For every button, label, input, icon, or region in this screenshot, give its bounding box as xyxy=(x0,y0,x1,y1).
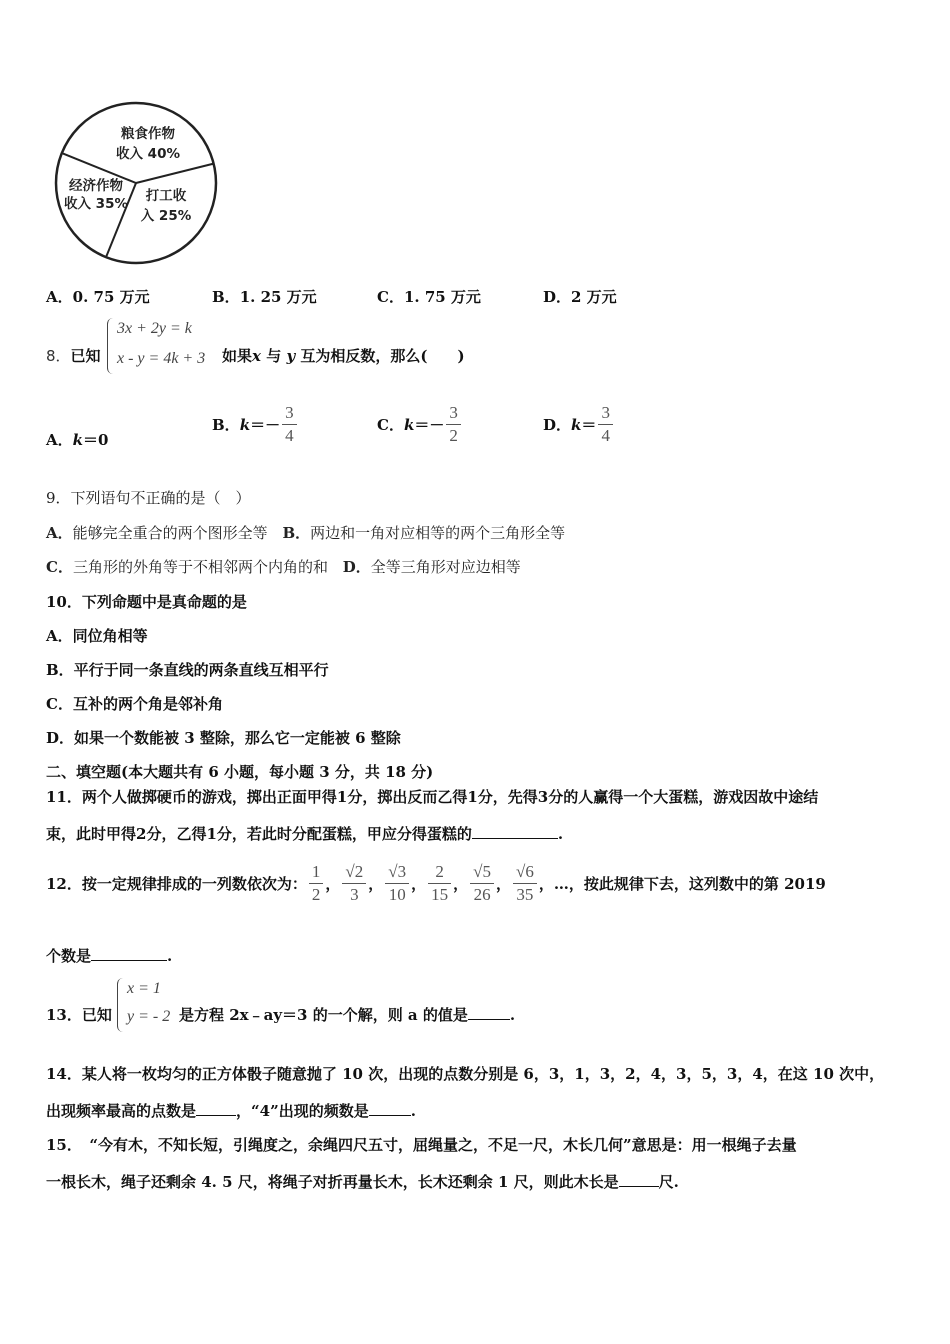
q10-option-d[interactable]: D．如果一个数能被 3 整除，那么它一定能被 6 整除 xyxy=(46,729,401,747)
q13-prefix: 13．已知 xyxy=(46,1006,112,1024)
q8-option-b-fraction: $\frac{3}{4}$ xyxy=(282,402,297,447)
q12-fraction-4: $\frac{2}{15}$ xyxy=(428,861,451,906)
q8-option-d[interactable]: D．k＝ $\frac{3}{4}$ xyxy=(543,402,615,447)
q8-equation-system: 3x + 2y = k x - y = 4k + 3 xyxy=(107,318,227,374)
q10-stem: 10．下列命题中是真命题的是 xyxy=(46,593,247,611)
q14-line2: 出现频率最高的点数是 ，“4”出现的频数是 . xyxy=(46,1102,416,1120)
q9-option-a[interactable]: A．能够完全重合的两个图形全等 xyxy=(46,524,268,542)
q9-options-row1 xyxy=(46,522,565,543)
q8-option-a[interactable]: A．k＝0 xyxy=(46,431,109,449)
q7-option-c[interactable]: C．1. 75 万元 xyxy=(377,288,481,306)
q11-answer-blank[interactable] xyxy=(472,825,558,839)
q15-line2: 一根长木，绳子还剩余 4. 5 尺，将绳子对折再量长木，长木还剩余 1 尺，则此木长是 尺. xyxy=(46,1173,679,1191)
q8-option-d-fraction: $\frac{3}{4}$ xyxy=(598,402,613,447)
q8-condition: 如果x 与 y 互为相反数，那么( ) xyxy=(222,347,465,365)
q11-line2: 束，此时甲得2分，乙得1分，若此时分配蛋糕，甲应分得蛋糕的 . xyxy=(46,825,564,843)
q12-fraction-3: $\frac{√3}{10}$ xyxy=(385,861,409,906)
q9-option-b[interactable]: B．两边和一角对应相等的两个三角形全等 xyxy=(282,524,566,542)
q9-stem: 9．下列语句不正确的是（ ） xyxy=(46,489,251,507)
q7-option-b[interactable]: B．1. 25 万元 xyxy=(212,288,317,306)
pie-slice-label-3-line1: 打工收 xyxy=(145,188,187,204)
section-heading: 二、填空题(本大题共有 6 小题，每小题 3 分，共 18 分) xyxy=(46,763,434,781)
q8-option-c[interactable]: C．k＝－ $\frac{3}{2}$ xyxy=(377,402,463,447)
pie-chart xyxy=(50,100,224,266)
q13-answer-blank[interactable] xyxy=(468,1006,510,1020)
q12-fraction-1: $\frac{1}{2}$ xyxy=(309,861,324,906)
q12-fraction-6: $\frac{√6}{35}$ xyxy=(513,861,537,906)
q7-option-d[interactable]: D．2 万元 xyxy=(543,288,617,306)
q8-stem: 8．已知 xyxy=(46,347,101,365)
q14-answer-blank-1[interactable] xyxy=(196,1102,236,1116)
q12-answer-blank[interactable] xyxy=(91,947,167,961)
q8-option-c-fraction: $\frac{3}{2}$ xyxy=(446,402,461,447)
q12-line1: 12．按一定规律排成的一列数依次为： $\frac{1}{2}$ ， $\frac{√2}{3}$ ， $\frac{√3}{10}$ ， $\frac{2}{15}$ ， $\frac{√5}{26}$ ， $\frac{√6}{35}$ ，…，按此规律下去，这列数中的第 2019 xyxy=(46,861,826,904)
q14-line1: 14．某人将一枚均匀的正方体骰子随意抛了 10 次，出现的点数分别是 6，3，1，3，2，4，3，5，3，4，在这 10 次中， xyxy=(46,1065,885,1083)
pie-slice-label-1-line1: 粮食作物 xyxy=(121,126,175,142)
q10-option-a[interactable]: A．同位角相等 xyxy=(46,627,148,645)
q9-options-row2 xyxy=(46,556,521,577)
pie-slice-label-3-line2: 入 25% xyxy=(140,208,192,224)
q15-answer-blank[interactable] xyxy=(619,1173,659,1187)
q7-option-a[interactable]: A．0. 75 万元 xyxy=(46,288,150,306)
q15-line1: 15． “今有木，不知长短，引绳度之，余绳四尺五寸，屈绳量之，不足一尺，木长几何”意思是：用一根绳子去量 xyxy=(46,1136,797,1154)
pie-slice-label-2-line1: 经济作物 xyxy=(69,178,123,194)
q13-equation-system: x = 1 y = - 2 xyxy=(117,978,179,1032)
pie-slice-label-2-line2: 收入 35% xyxy=(63,196,129,212)
q10-option-b[interactable]: B．平行于同一条直线的两条直线互相平行 xyxy=(46,661,329,679)
q8-option-b[interactable]: B．k＝－ $\frac{3}{4}$ xyxy=(212,402,299,447)
q7-options xyxy=(46,286,906,308)
q11-line1: 11．两个人做掷硬币的游戏，掷出正面甲得1分，掷出反而乙得1分，先得3分的人赢得一个大蛋糕，游戏因故中途结 xyxy=(46,788,819,806)
pie-slice-label-1-line2: 收入 40% xyxy=(115,146,181,162)
q9-option-d[interactable]: D．全等三角形对应边相等 xyxy=(342,558,521,576)
q13-suffix: 是方程 2x﹣ay＝3 的一个解，则 a 的值是 . xyxy=(179,1006,516,1024)
q14-answer-blank-2[interactable] xyxy=(369,1102,411,1116)
q9-option-c[interactable]: C．三角形的外角等于不相邻两个内角的和 xyxy=(46,558,328,576)
q12-fraction-2: $\frac{√2}{3}$ xyxy=(342,861,366,906)
q12-fraction-5: $\frac{√5}{26}$ xyxy=(470,861,494,906)
q10-option-c[interactable]: C．互补的两个角是邻补角 xyxy=(46,695,223,713)
q12-line2: 个数是 . xyxy=(46,947,173,965)
